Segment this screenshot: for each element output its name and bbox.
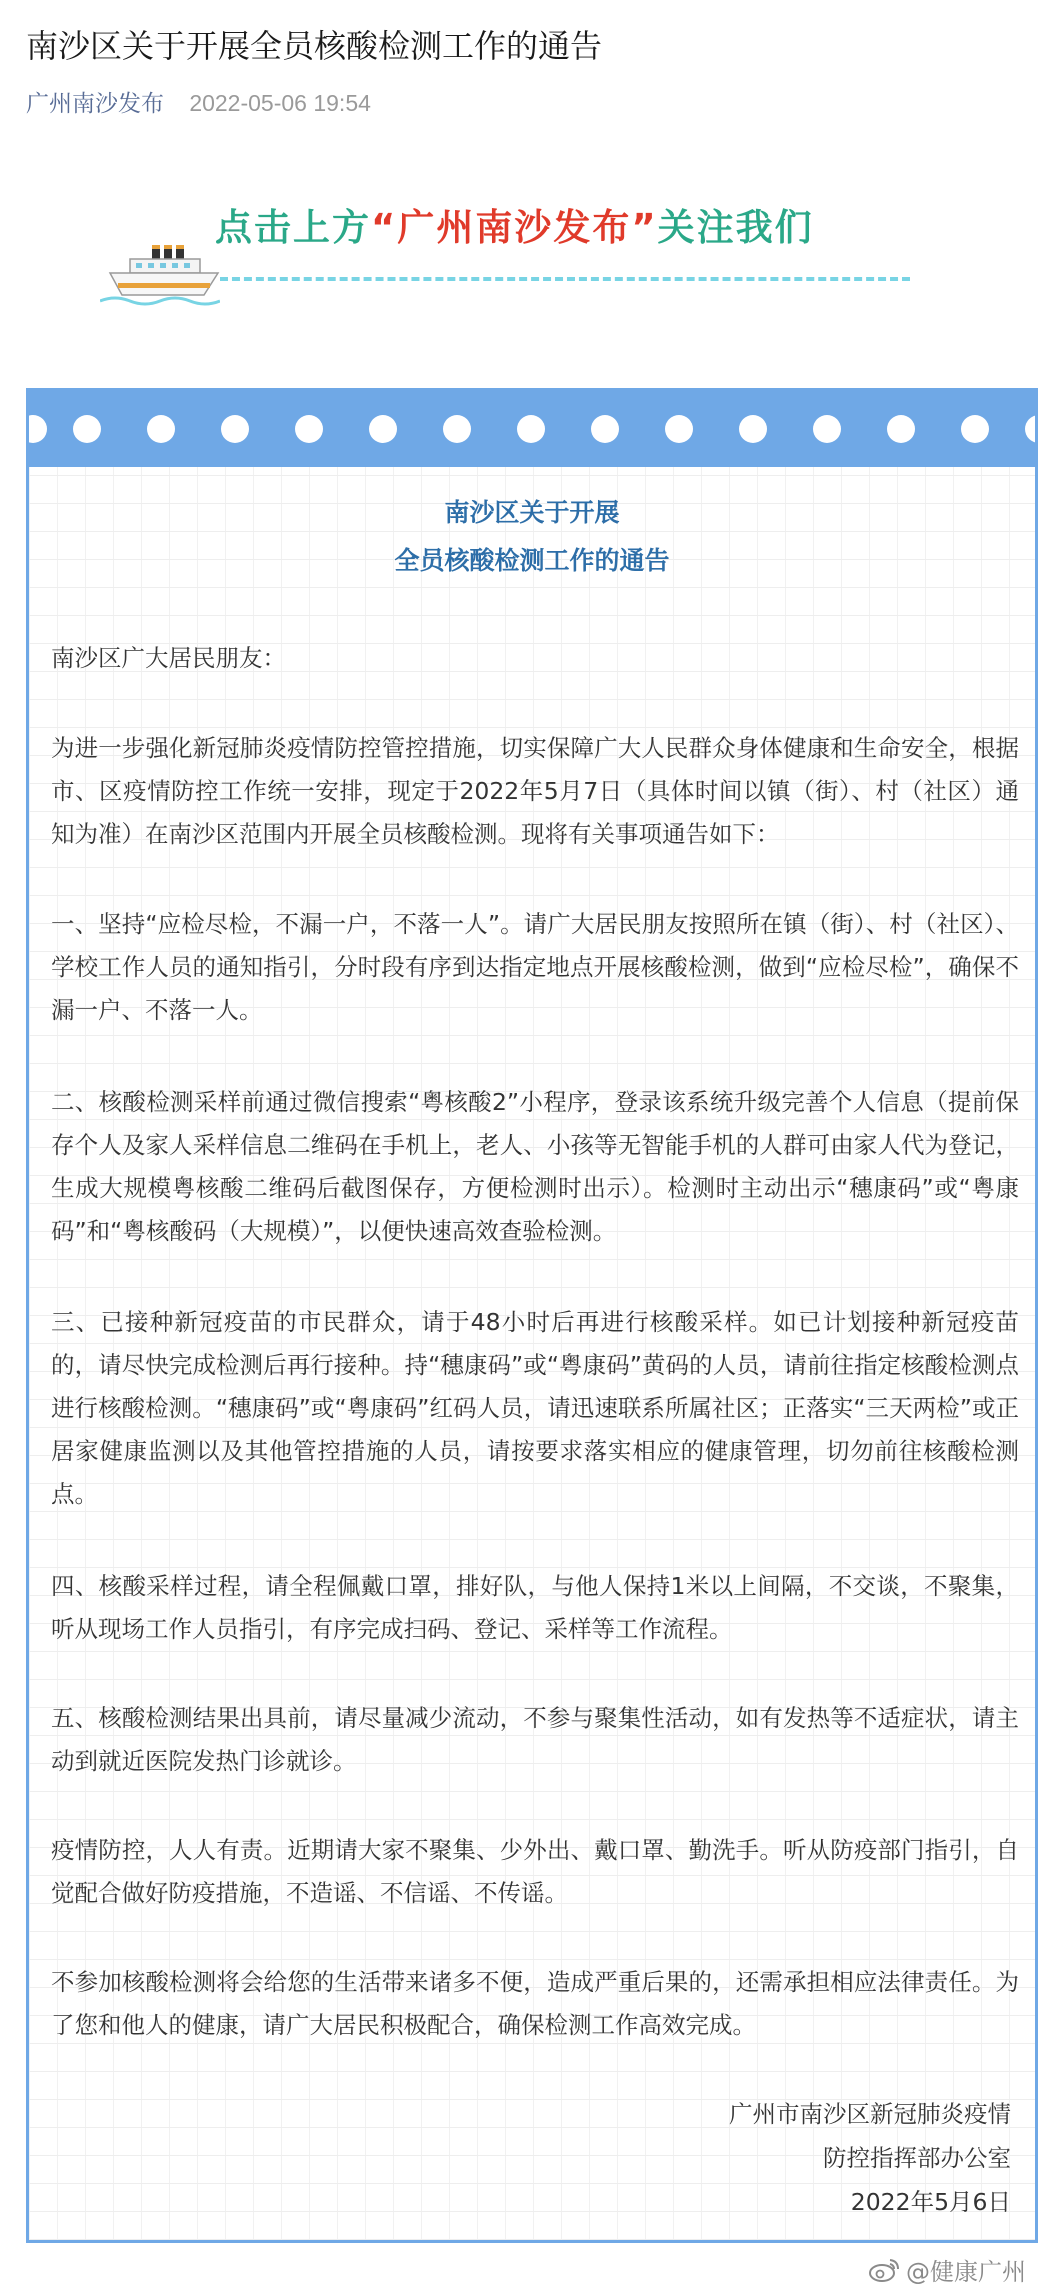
banner-suffix: 关注我们 xyxy=(657,206,814,249)
follow-banner-text xyxy=(215,197,814,251)
decor-dot xyxy=(443,415,471,443)
watermark-text: @健康广州 xyxy=(906,2258,1026,2286)
decor-dot xyxy=(665,415,693,443)
decor-dot xyxy=(221,415,249,443)
dotted-header-strip xyxy=(29,391,1035,467)
weibo-icon xyxy=(868,2257,900,2283)
decor-dot xyxy=(29,415,47,443)
decor-dot xyxy=(739,415,767,443)
notice-heading-line2: 全员核酸检测工作的通告 xyxy=(394,546,670,575)
notice-paragraph-4: 四、核酸采样过程，请全程佩戴口罩，排好队，与他人保持1米以上间隔，不交谈，不聚集，听从现场工作人员指引，有序完成扫码、登记、采样等工作流程。 xyxy=(51,1572,1019,1643)
decor-dot xyxy=(73,415,101,443)
signature-date: 2022年5月6日 xyxy=(850,2188,1011,2216)
follow-banner xyxy=(100,185,920,315)
notice-heading-line1: 南沙区关于开展 xyxy=(444,498,620,527)
decor-dot xyxy=(1025,415,1035,443)
notice-paragraph-1: 一、坚持“应检尽检，不漏一户，不落一人”。请广大居民朋友按照所在镇（街）、村（社区）、学校工作人员的通知指引，分时段有序到达指定地点开展核酸检测，做到“应检尽检”，确保不漏一户、不落一人。 xyxy=(51,910,1019,1024)
article-meta xyxy=(26,86,371,121)
banner-dashed-line xyxy=(220,277,910,281)
signature-org-line2: 防控指挥部办公室 xyxy=(823,2144,1011,2172)
notice-salutation: 南沙区广大居民朋友： xyxy=(51,644,286,672)
decor-dot xyxy=(813,415,841,443)
notice-paragraph-3: 三、已接种新冠疫苗的市民群众，请于48小时后再进行核酸采样。如已计划接种新冠疫苗的，请尽快完成检测后再行接种。持“穗康码”或“粤康码”黄码的人员，请前往指定核酸检测点进行核酸检测。“穗康码”或“粤康码”红码人员，请迅速联系所属社区；正落实“三天两检”或正居家健康监测以及其他管控措施的人员，请按要求落实相应的健康管理，切勿前往核酸检测点。 xyxy=(51,1308,1019,1508)
decor-dot xyxy=(517,415,545,443)
banner-prefix: 点击上方 xyxy=(215,206,371,249)
decor-dot xyxy=(295,415,323,443)
article-title: 南沙区关于开展全员核酸检测工作的通告 xyxy=(26,27,603,65)
decor-dot xyxy=(961,415,989,443)
watermark xyxy=(868,2252,1026,2287)
decor-dot xyxy=(147,415,175,443)
signature-org-line1: 广州市南沙区新冠肺炎疫情 xyxy=(729,2100,1011,2128)
notice-paragraph-2: 二、核酸检测采样前通过微信搜索“粤核酸2”小程序，登录该系统升级完善个人信息（提前保存个人及家人采样信息二维码在手机上，老人、小孩等无智能手机的人群可由家人代为登记，生成大规模粤核酸二维码后截图保存，方便检测时出示）。检测时主动出示“穗康码”或“粤康码”和“粤核酸码（大规模）”，以便快速高效查验检测。 xyxy=(51,1088,1019,1245)
decor-dot xyxy=(369,415,397,443)
banner-account-name: “广州南沙发布” xyxy=(371,206,658,249)
decor-dot xyxy=(887,415,915,443)
source-account-link[interactable]: 广州南沙发布 xyxy=(26,91,164,117)
ship-icon xyxy=(100,243,220,313)
publish-date: 2022-05-06 19:54 xyxy=(189,90,371,116)
notice-box xyxy=(26,388,1038,2243)
decor-dot xyxy=(591,415,619,443)
notice-paragraph-intro: 为进一步强化新冠肺炎疫情防控管控措施，切实保障广大人民群众身体健康和生命安全，根据市、区疫情防控工作统一安排，现定于2022年5月7日（具体时间以镇（街）、村（社区）通知为准）在南沙区范围内开展全员核酸检测。现将有关事项通告如下： xyxy=(51,734,1019,848)
notice-paragraph-6: 疫情防控，人人有责。近期请大家不聚集、少外出、戴口罩、勤洗手。听从防疫部门指引，自觉配合做好防疫措施，不造谣、不信谣、不传谣。 xyxy=(51,1836,1019,1907)
notice-paragraph-5: 五、核酸检测结果出具前，请尽量减少流动，不参与聚集性活动，如有发热等不适症状，请主动到就近医院发热门诊就诊。 xyxy=(51,1704,1019,1775)
notice-paragraph-7: 不参加核酸检测将会给您的生活带来诸多不便，造成严重后果的，还需承担相应法律责任。为了您和他人的健康，请广大居民积极配合，确保检测工作高效完成。 xyxy=(51,1968,1019,2039)
